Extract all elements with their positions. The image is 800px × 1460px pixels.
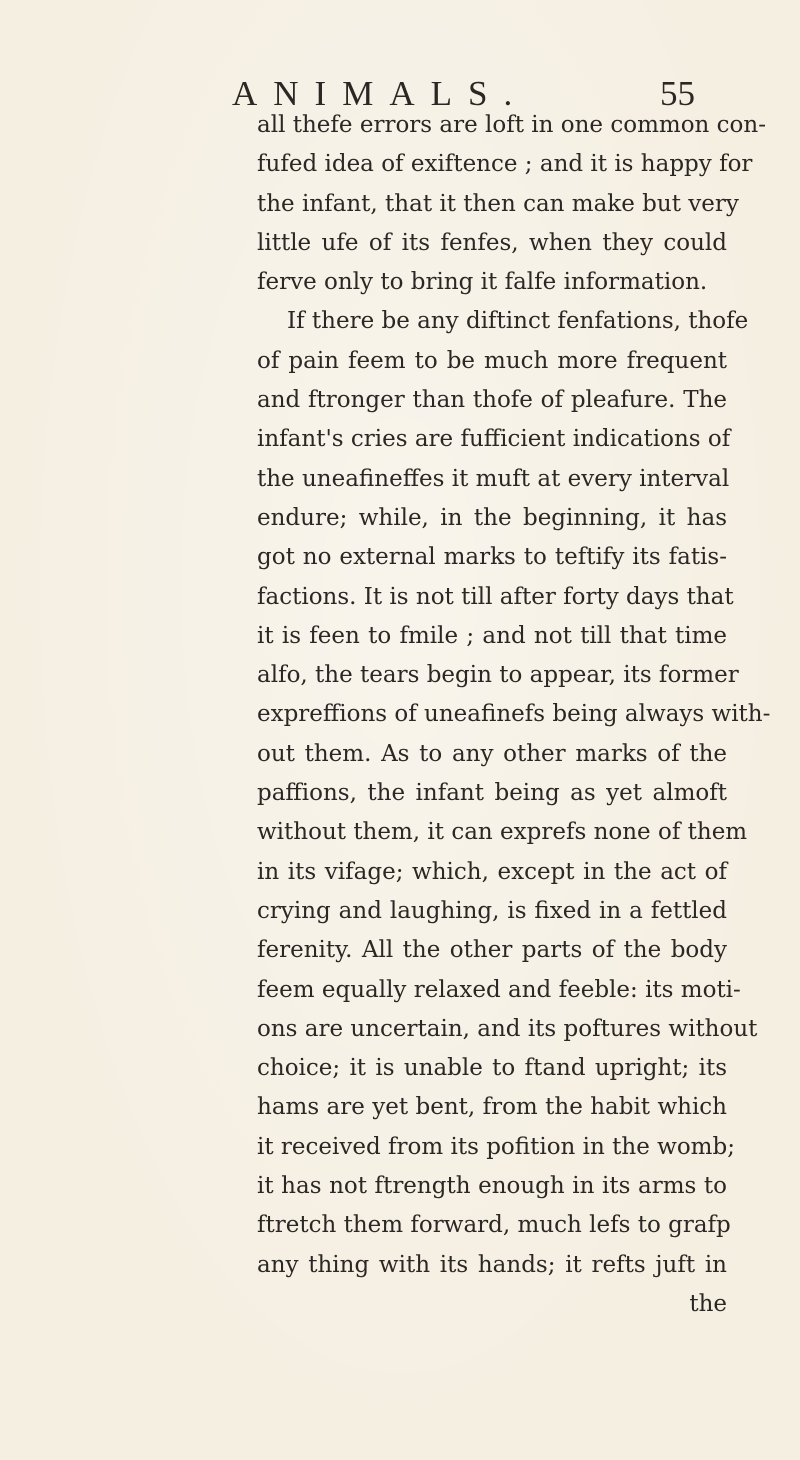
text-line: crying and laughing, is fixed in a fettled — [257, 897, 727, 924]
text-line: any thing with its hands; it refts juft in — [257, 1251, 727, 1278]
text-line: feem equally relaxed and feeble: its moti- — [257, 976, 741, 1003]
text-line: it received from its pofition in the womb; — [257, 1133, 735, 1160]
text-line: out them. As to any other marks of the — [257, 740, 727, 767]
text-line: it has not ftrength enough in its arms to — [257, 1173, 727, 1200]
text-line: ons are uncertain, and its poftures without — [257, 1015, 758, 1042]
text-line: without them, it can exprefs none of them — [257, 819, 748, 846]
text-line: little ufe of its fenfes, when they could — [257, 229, 727, 256]
text-line: infant's cries are fufficient indications of — [257, 426, 731, 453]
text-line: and ftronger than thofe of pleafure. The — [257, 387, 727, 414]
text-line: ftretch them forward, much lefs to grafp — [257, 1212, 731, 1239]
text-line: fufed idea of exiftence ; and it is happy for — [257, 151, 753, 178]
body-text — [257, 106, 771, 1324]
text-line: in its vifage; which, except in the act of — [257, 858, 727, 885]
text-line: endure; while, in the beginning, it has — [257, 504, 727, 531]
text-line: got no external marks to teftify its fatis- — [257, 544, 727, 571]
text-line: If there be any diftinct fenfations, thofe — [287, 308, 749, 335]
text-line: the infant, that it then can make but very — [257, 190, 739, 217]
text-line: alfo, the tears begin to appear, its former — [257, 662, 739, 689]
text-line: the uneafineffes it muft at every interval — [257, 465, 730, 492]
text-line: factions. It is not till after forty days that — [257, 583, 734, 610]
text-line: expreffions of uneafinefs being always with- — [257, 701, 771, 728]
text-line: choice; it is unable to ftand upright; its — [257, 1055, 727, 1082]
running-head: ANIMALS. — [232, 74, 529, 113]
text-line: of pain feem to be much more frequent — [257, 347, 727, 374]
page-number: 55 — [660, 74, 695, 113]
catchword: the — [689, 1290, 727, 1317]
text-line: it is feen to fmile ; and not till that time — [257, 622, 727, 649]
text-line: ferenity. All the other parts of the body — [257, 937, 727, 964]
text-line: ferve only to bring it falfe information. — [257, 269, 708, 296]
text-line: hams are yet bent, from the habit which — [257, 1094, 727, 1121]
text-line: paffions, the infant being as yet almoft — [257, 780, 727, 807]
text-line: all thefe errors are loft in one common con- — [257, 112, 766, 138]
